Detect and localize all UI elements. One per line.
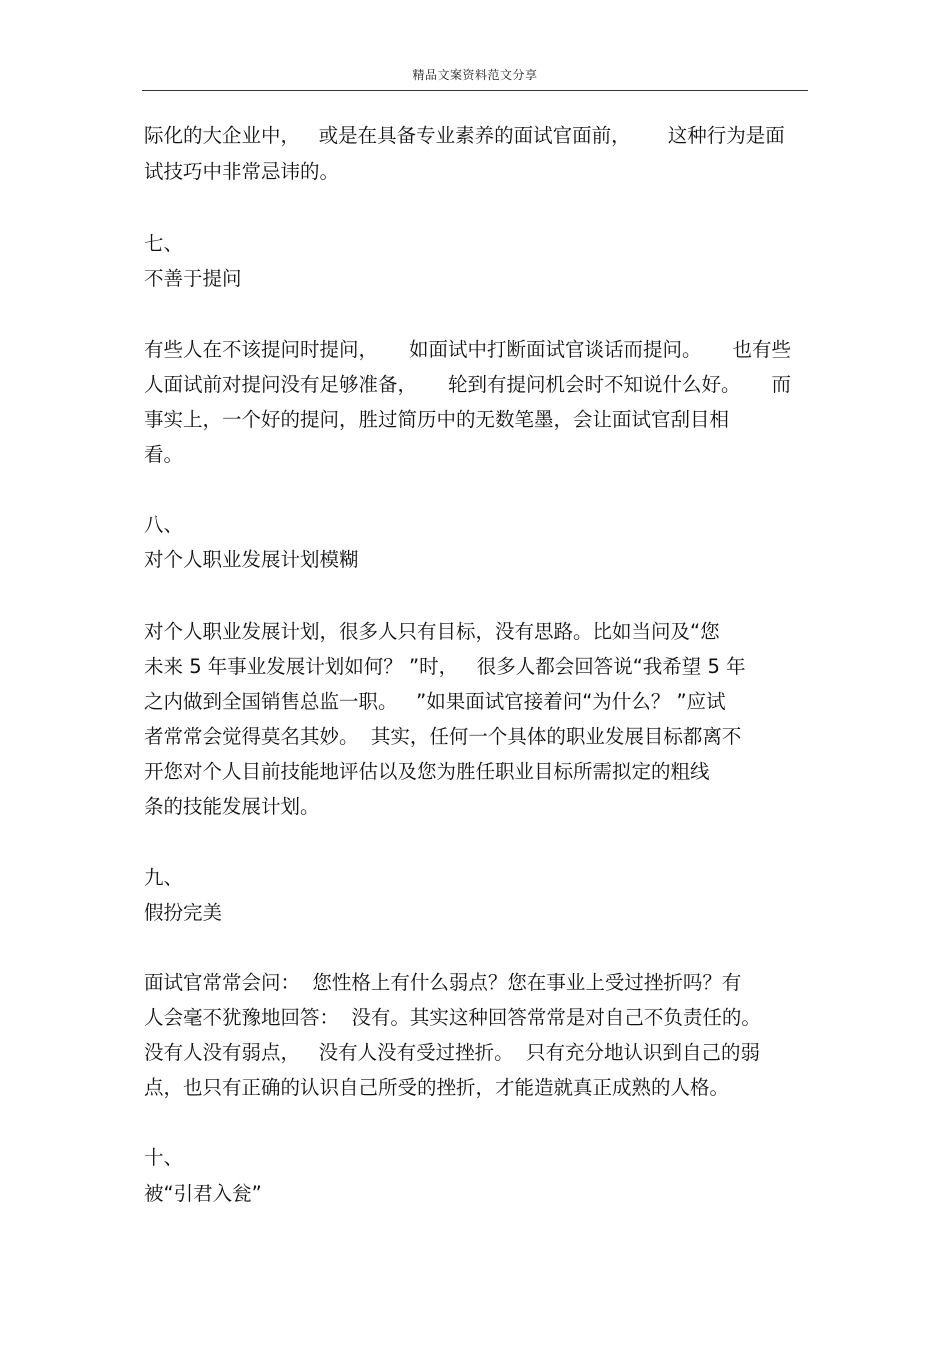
paragraph-line: 之内做到全国销售总监一职。 ”如果面试官接着问“为什么？ ”应试 <box>144 690 726 713</box>
section-title: 假扮完美 <box>144 901 223 924</box>
section-title: 被“引君入瓮” <box>144 1182 262 1205</box>
header-divider <box>142 90 808 91</box>
paragraph-line: 际化的大企业中， 或是在具备专业素养的面试官面前， 这种行为是面 <box>144 124 785 147</box>
paragraph-line: 者常常会觉得莫名其妙。 其实，任何一个具体的职业发展目标都离不 <box>144 725 742 748</box>
paragraph-line: 条的技能发展计划。 <box>144 795 320 818</box>
paragraph-line: 试技巧中非常忌讳的。 <box>144 160 340 183</box>
paragraph-line: 事实上，一个好的提问，胜过简历中的无数笔墨，会让面试官刮目相 <box>144 408 730 431</box>
paragraph-line: 人会毫不犹豫地回答： 没有。其实这种回答常常是对自己不负责任的。 <box>144 1006 761 1029</box>
paragraph-line: 面试官常常会问： 您性格上有什么弱点？您在事业上受过挫折吗？有 <box>144 971 742 994</box>
page-header: 精品文案资料范文分享 <box>412 68 538 82</box>
paragraph-line: 看。 <box>144 443 184 466</box>
paragraph-line: 开您对个人目前技能地评估以及您为胜任职业目标所需拟定的粗线 <box>144 760 710 783</box>
section-title: 不善于提问 <box>144 267 242 290</box>
section-number: 九、 <box>144 866 184 889</box>
paragraph-line: 点，也只有正确的认识自己所受的挫折，才能造就真正成熟的人格。 <box>144 1076 730 1099</box>
section-number: 七、 <box>144 232 184 255</box>
section-title: 对个人职业发展计划模糊 <box>144 548 359 571</box>
section-number: 八、 <box>144 513 184 536</box>
paragraph-line: 人面试前对提问没有足够准备， 轮到有提问机会时不知说什么好。 而 <box>144 373 791 396</box>
paragraph-line: 未来 5 年事业发展计划如何？ ”时， 很多人都会回答说“我希望 5 年 <box>144 655 746 678</box>
paragraph-line: 有些人在不该提问时提问， 如面试中打断面试官谈话而提问。 也有些 <box>144 338 791 361</box>
paragraph-line: 对个人职业发展计划，很多人只有目标，没有思路。比如当问及“您 <box>144 620 720 643</box>
paragraph-line: 没有人没有弱点， 没有人没有受过挫折。 只有充分地认识到自己的弱 <box>144 1041 760 1064</box>
section-number: 十、 <box>144 1146 184 1169</box>
